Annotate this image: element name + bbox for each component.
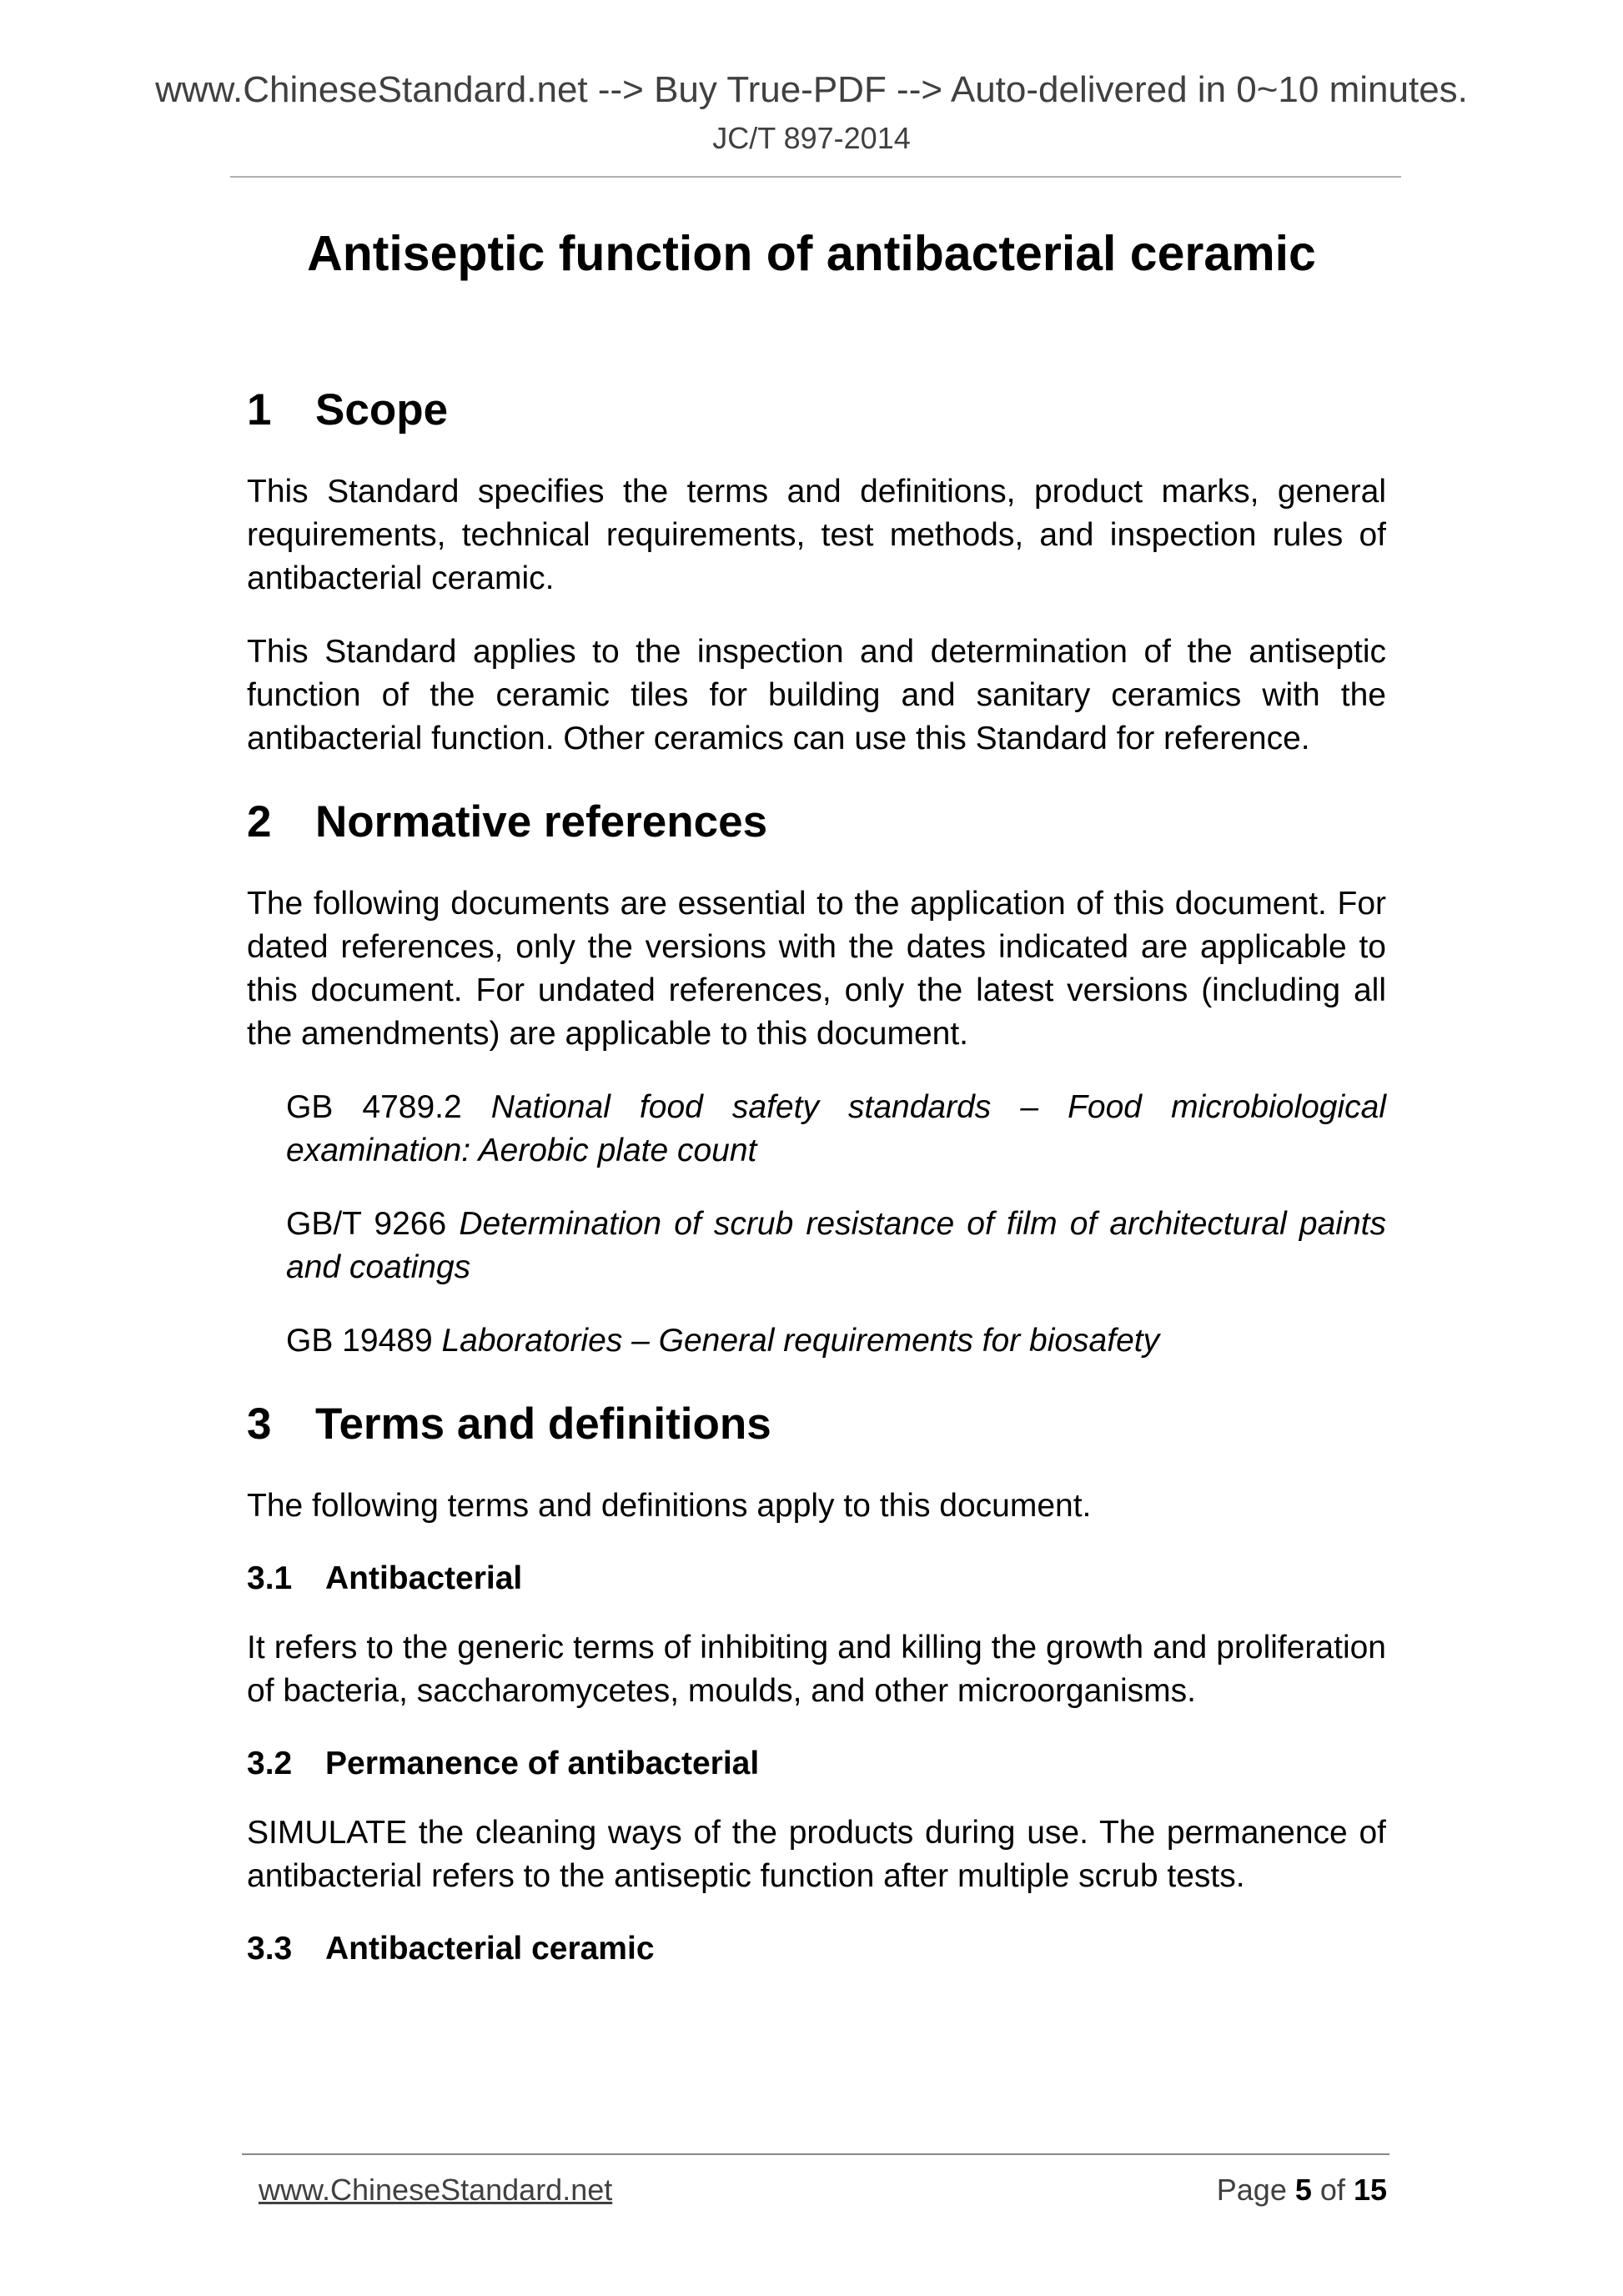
section-title: Terms and definitions: [315, 1399, 771, 1449]
section-title: Scope: [315, 385, 449, 435]
term-number: 3.2: [247, 1746, 293, 1781]
reference-title: National food safety standards – Food microbiological examination: Aerobic plate count: [286, 1089, 1387, 1168]
term-title: Antibacterial: [325, 1560, 523, 1596]
section-number: 3: [247, 1399, 272, 1449]
footer-divider: [242, 2153, 1389, 2155]
section-terms-heading: [247, 1398, 1386, 1451]
scope-paragraph: This Standard applies to the inspection and determination of the antiseptic function of the ceramic tiles for building and sanitary ceramics with the antibacterial function. Other ceramics can use this Standard for reference.: [247, 634, 1386, 756]
section-normative-references-heading: [247, 796, 1386, 849]
reference-item: [286, 1319, 1386, 1363]
reference-code: GB 4789.2: [286, 1089, 462, 1125]
references-intro: The following documents are essential to the application of this document. For dated references, only the versions with the dates indicated are applicable to this document. For undated references, only the latest versions (including all the amendments) are applicable to this document.: [247, 886, 1386, 1052]
term-definition: It refers to the generic terms of inhibiting and killing the growth and proliferation of bacteria, saccharomycetes, moulds, and other microorganisms.: [247, 1630, 1386, 1709]
section-number: 2: [247, 797, 272, 847]
section-number: 1: [247, 385, 272, 435]
document-body: [247, 384, 1386, 1997]
page-label: Page: [1216, 2173, 1287, 2207]
reference-code: GB/T 9266: [286, 1206, 447, 1242]
scope-paragraph: This Standard specifies the terms and definitions, product marks, general requirements, technical requirements, test methods, and inspection rules of antibacterial ceramic.: [247, 474, 1386, 596]
page-current: 5: [1294, 2173, 1312, 2207]
page-total: 15: [1353, 2173, 1387, 2207]
term-heading: [247, 1558, 1386, 1600]
footer-site-link[interactable]: www.ChineseStandard.net: [259, 2173, 613, 2207]
terms-intro: The following terms and definitions apply to this document.: [247, 1488, 1092, 1524]
term-number: 3.3: [247, 1931, 293, 1967]
page-of: of: [1319, 2173, 1345, 2207]
term-number: 3.1: [247, 1560, 293, 1596]
header-banner: www.ChineseStandard.net --> Buy True-PDF --> Auto-delivered in 0~10 minutes.: [155, 69, 1468, 110]
term-title: Permanence of antibacterial: [325, 1746, 760, 1781]
header-divider: [230, 176, 1401, 178]
term-title: Antibacterial ceramic: [325, 1931, 655, 1967]
reference-code: GB 19489: [286, 1323, 433, 1359]
standard-code: JC/T 897-2014: [712, 121, 911, 155]
reference-title: Determination of scrub resistance of film of architectural paints and coatings: [286, 1206, 1386, 1285]
reference-item: [286, 1203, 1386, 1289]
section-title: Normative references: [315, 797, 768, 847]
term-heading: [247, 1928, 1386, 1970]
document-title: Antiseptic function of antibacterial ceramic: [307, 226, 1316, 281]
reference-item: [286, 1086, 1386, 1173]
term-definition: SIMULATE the cleaning ways of the products during use. The permanence of antibacterial refers to the antiseptic function after multiple scrub tests.: [247, 1815, 1386, 1894]
term-heading: [247, 1743, 1386, 1785]
reference-title: Laboratories – General requirements for biosafety: [441, 1323, 1160, 1359]
page-indicator: [1217, 2172, 1387, 2208]
section-scope-heading: [247, 384, 1386, 437]
